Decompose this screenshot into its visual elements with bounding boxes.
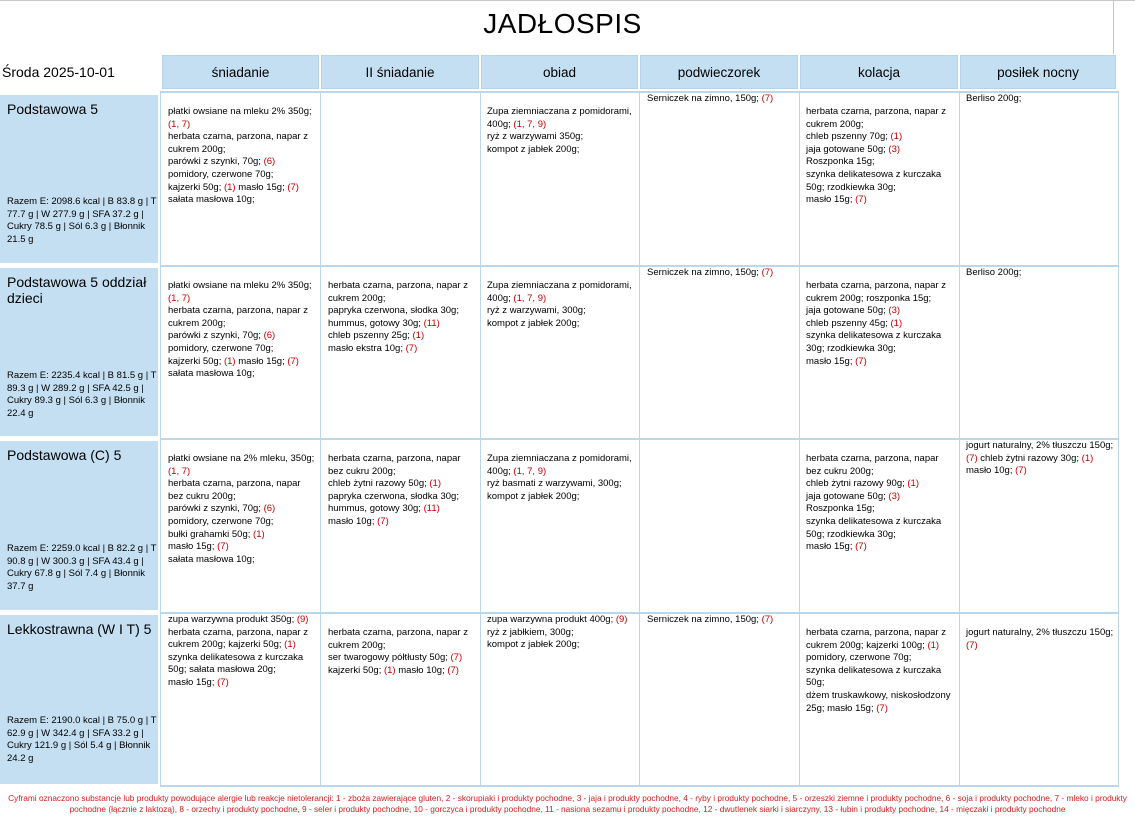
nutrition-summary: Razem E: 2259.0 kcal | B 82.2 g | T 90.8 g | W 300.3 g | SFA 43.4 g | Cukry 67.8 g | Sól 7.4 g | Błonnik 37.7 g (7, 543, 157, 592)
meal-cell: Berliso 200g; (966, 93, 1022, 104)
allergen-code: (11) (423, 503, 440, 515)
row-header (0, 615, 158, 784)
meal-cell: Berliso 200g; (966, 267, 1022, 278)
allergen-code: (1) (383, 664, 396, 676)
menu-date: Środa 2025-10-01 (2, 64, 115, 80)
allergen-code: (11) (423, 317, 440, 329)
nutrition-summary: Razem E: 2190.0 kcal | B 75.0 g | T 62.9 g | W 342.4 g | SFA 33.2 g | Cukry 121.9 g | Sól 5.4 g | Błonnik 24.2 g (7, 715, 157, 764)
meal-cell: Zupa ziemniaczana z pomidorami, 400g; (1, 7, 9) ryż basmati z warzywami, 300g; kompot z jabłek 200g; (487, 453, 632, 502)
meal-cell: herbata czarna, parzona, napar z cukrem 200g; ser twarogowy półtłusty 50g; (7) kajzerki 50g; (1) masło 10g; (7) (328, 627, 468, 676)
allergen-code: (1) (284, 639, 296, 651)
column-header-obiad: obiad (481, 55, 638, 89)
meal-cell: płatki owsiane na 2% mleku, 350g; (1, 7) herbata czarna, parzona, napar bez cukru 200g; parówki z szynki, 70g; (6) pomidory, czerwone 70g; bułki grahamki 50g; (1) masło 15g; (7) sałata masłowa 10g; (168, 453, 315, 565)
allergen-code: (7) (761, 93, 774, 104)
allergen-legend: Cyframi oznaczono substancje lub produkty powodujące alergie lub reakcje nietolerancji: 1 - zboża zawierające gluten, 2 - skorupiaki i produkty pochodne, 3 - jaja i produkty pochodne, 4 - ryby i produkty pochodne, 5 - orzeszki ziemne i produkty pochodne, 6 - soja i produkty pochodne, 7 - mleko i produkty pochodne (łącznie z laktozą), 8 - orzechy i produkty pochodne, 9 - seler i produkty pochodne, 10 - gorczyca i produkty pochodne, 11 - nasiona sezamu i produkty pochodne, 12 - dwutlenek siarki i siarczyny, 13 - łubin i produkty pochodne, 14 - mięczaki i produkty pochodne (8, 793, 1127, 814)
allergen-code: (1) (907, 478, 920, 490)
allergen-code: (1, 7, 9) (513, 118, 547, 130)
row-header (0, 268, 158, 436)
allergen-code: (1) (1081, 452, 1094, 464)
allergen-code: (6) (263, 330, 276, 342)
allergen-code: (6) (263, 503, 276, 515)
row-header-name: Podstawowa (C) 5 (7, 447, 122, 463)
allergen-code: (1) (223, 181, 236, 193)
meal-cell: herbata czarna, parzona, napar bez cukru 200g; chleb żytni razowy 50g; (1) papryka czerwona, słodka 30g; hummus, gotowy 30g; (11) masło 10g; (7) (328, 453, 461, 527)
grid-line (160, 785, 1119, 787)
allergen-code: (7) (377, 515, 389, 527)
allergen-code: (7) (876, 702, 888, 714)
allergen-code: (7) (405, 342, 418, 354)
allergen-code: (1) (429, 478, 442, 490)
allergen-code: (1, 7, 9) (513, 465, 547, 477)
allergen-code: (1, 7) (168, 118, 191, 130)
allergen-code: (1, 7, 9) (513, 292, 547, 304)
meal-cell: zupa warzywna produkt 350g; (9) herbata czarna, parzona, napar z cukrem 200g; kajzerki 50g; (1) szynka delikatesowa z kurczaka 50g; sałata masłowa 20g; masło 15g; (7) (168, 614, 309, 688)
allergen-code: (7) (447, 664, 459, 676)
allergen-code: (9) (615, 614, 628, 625)
row-header (0, 441, 158, 610)
allergen-code: (1) (253, 528, 265, 540)
column-header-sniadanie: śniadanie (162, 55, 319, 89)
allergen-code: (1) (890, 317, 903, 329)
meal-cell: płatki owsiane na mleku 2% 350g; (1, 7) herbata czarna, parzona, napar z cukrem 200g; parówki z szynki, 70g; (6) pomidory, czerwone 70g; kajzerki 50g; (1) masło 15g; (7) sałata masłowa 10g; (168, 106, 312, 206)
meal-cell: zupa warzywna produkt 400g; (9) ryż z jabłkiem, 300g; kompot z jabłek 200g; (487, 614, 628, 651)
row-header (0, 95, 158, 263)
column-header-ii-sniadanie: II śniadanie (321, 55, 479, 89)
allergen-code: (1) (412, 330, 425, 342)
allergen-code: (7) (287, 355, 299, 367)
allergen-code: (7) (217, 541, 229, 553)
allergen-code: (1) (890, 131, 903, 143)
meal-cell: herbata czarna, parzona, napar z cukrem 200g; chleb pszenny 70g; (1) jaja gotowane 50g; (3) Roszponka 15g; szynka delikatesowa z kurczaka 50g; rzodkiewka 30g; masło 15g; (7) (806, 106, 946, 206)
column-header-posilek-nocny: posiłek nocny (960, 55, 1116, 89)
allergen-code: (1, 7) (168, 292, 191, 304)
meal-cell: herbata czarna, parzona, napar z cukrem 200g; kajzerki 100g; (1) pomidory, czerwone 70g; szynka delikatesowa z kurczaka 50g; dżem truskawkowy, niskosłodzony 25g; masło 15g; (7) (806, 627, 951, 714)
meal-cell: jogurt naturalny, 2% tłuszczu 150g; (7) chleb żytni razowy 30g; (1) masło 10g; (7) (966, 440, 1114, 477)
allergen-code: (6) (263, 156, 276, 168)
allergen-code: (7) (761, 267, 774, 278)
meal-cell: Zupa ziemniaczana z pomidorami, 400g; (1, 7, 9) ryż z warzywami 350g; kompot z jabłek 200g; (487, 106, 632, 155)
allergen-code: (7) (287, 181, 299, 193)
allergen-code: (7) (855, 194, 867, 206)
nutrition-summary: Razem E: 2235.4 kcal | B 81.5 g | T 89.3 g | W 289.2 g | SFA 42.5 g | Cukry 89.3 g | Sól 6.3 g | Błonnik 22.4 g (7, 370, 157, 419)
page-title: JADŁOSPIS (483, 8, 642, 39)
nutrition-summary: Razem E: 2098.6 kcal | B 83.8 g | T 77.7 g | W 277.9 g | SFA 37.2 g | Cukry 78.5 g | Sól 6.3 g | Błonnik 21.5 g (7, 196, 157, 245)
column-header-podwieczorek: podwieczorek (640, 55, 798, 89)
meal-cell: Zupa ziemniaczana z pomidorami, 400g; (1, 7, 9) ryż z warzywami, 300g; kompot z jabłek 200g; (487, 280, 632, 329)
allergen-code: (1) (223, 355, 236, 367)
allergen-code: (3) (888, 305, 901, 317)
row-header-name: Podstawowa 5 (7, 101, 99, 117)
row-header-name: Lekkostrawna (W I T) 5 (7, 621, 152, 637)
allergen-code: (7) (855, 541, 867, 553)
meal-cell: herbata czarna, parzona, napar z cukrem 200g; roszponka 15g; jaja gotowane 50g; (3) chleb pszenny 45g; (1) szynka delikatesowa z kurczaka 30g; rzodkiewka 30g; masło 15g; (7) (806, 280, 946, 367)
allergen-code: (7) (966, 452, 978, 464)
allergen-code: (7) (450, 652, 463, 664)
allergen-code: (7) (966, 639, 978, 651)
allergen-code: (9) (296, 614, 309, 625)
meal-cell: Serniczek na zimno, 150g; (7) (647, 614, 774, 625)
allergen-code: (3) (888, 143, 901, 155)
meal-cell: herbata czarna, parzona, napar z cukrem 200g; papryka czerwona, słodka 30g; hummus, gotowy 30g; (11) chleb pszenny 25g; (1) masło ekstra 10g; (7) (328, 280, 468, 354)
row-header-name: Podstawowa 5 oddział dzieci (7, 274, 147, 306)
allergen-code: (7) (761, 614, 774, 625)
meal-cell: Serniczek na zimno, 150g; (7) (647, 267, 774, 278)
allergen-code: (7) (217, 676, 229, 688)
allergen-code: (1, 7) (168, 465, 191, 477)
column-header-kolacja: kolacja (800, 55, 958, 89)
allergen-code: (7) (1015, 465, 1027, 477)
meal-cell: herbata czarna, parzona, napar bez cukru 200g; chleb żytni razowy 90g; (1) jaja gotowane 50g; (3) Roszponka 15g; szynka delikatesowa z kurczaka 50g; rzodkiewka 30g; masło 15g; (7) (806, 453, 942, 553)
allergen-code: (1) (927, 639, 940, 651)
allergen-code: (7) (855, 355, 867, 367)
meal-cell: jogurt naturalny, 2% tłuszczu 150g; (7) (966, 627, 1114, 651)
allergen-code: (3) (888, 490, 901, 502)
meal-cell: płatki owsiane na mleku 2% 350g; (1, 7) herbata czarna, parzona, napar z cukrem 200g; parówki z szynki, 70g; (6) pomidory, czerwone 70g; kajzerki 50g; (1) masło 15g; (7) sałata masłowa 10g; (168, 280, 312, 380)
meal-cell: Serniczek na zimno, 150g; (7) (647, 93, 774, 104)
